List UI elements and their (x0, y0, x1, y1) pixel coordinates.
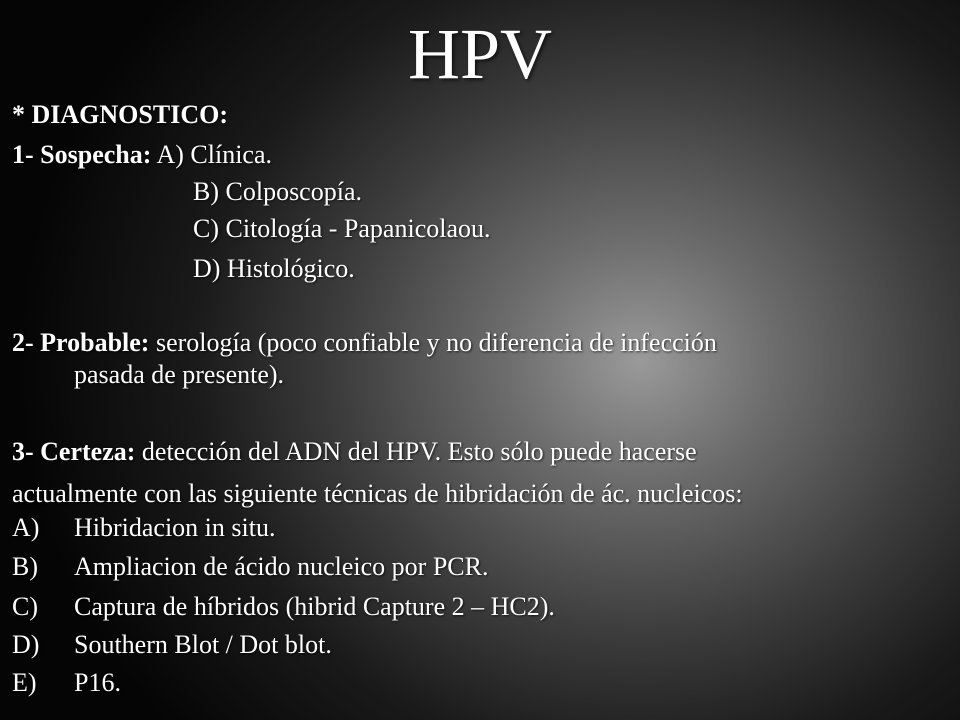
certainty-text: detección del ADN del HPV. Esto sólo puede hacerse (141, 437, 697, 466)
certainty-text-continued: actualmente con las siguiente técnicas de hibridación de ác. nucleicos: (12, 479, 743, 508)
certainty-label: 3- Certeza: (12, 437, 136, 466)
technique-text: P16. (74, 668, 121, 697)
technique-item (12, 591, 555, 623)
technique-item (12, 667, 121, 699)
technique-marker: C) (12, 592, 38, 621)
technique-text: Hibridacion in situ. (74, 513, 276, 542)
suspicion-item-c: C) Citología - Papanicolaou. (193, 214, 491, 243)
probable-text-continued: pasada de presente). (74, 360, 285, 389)
diagnosis-heading: * DIAGNOSTICO: (12, 100, 228, 129)
technique-text: Captura de híbridos (hibrid Capture 2 – HC2). (74, 592, 555, 621)
probable-label: 2- Probable: (12, 328, 150, 357)
suspicion-item-d: D) Histológico. (193, 254, 355, 283)
suspicion-line (12, 139, 272, 171)
technique-item (12, 629, 332, 661)
suspicion-item-a: A) Clínica. (156, 140, 273, 169)
technique-marker: E) (12, 668, 37, 697)
technique-marker: A) (12, 513, 40, 542)
probable-text: serología (poco confiable y no diferencia de infección (155, 328, 717, 357)
technique-text: Southern Blot / Dot blot. (74, 630, 332, 659)
technique-marker: B) (12, 552, 38, 581)
certainty-line (12, 436, 697, 468)
technique-marker: D) (12, 630, 40, 659)
probable-line (12, 327, 717, 359)
slide-title: HPV (407, 14, 553, 94)
suspicion-label: 1- Sospecha: (12, 140, 152, 169)
suspicion-item-b: B) Colposcopía. (193, 177, 362, 206)
technique-item (12, 551, 488, 583)
technique-text: Ampliacion de ácido nucleico por PCR. (74, 552, 489, 581)
technique-item (12, 512, 275, 544)
